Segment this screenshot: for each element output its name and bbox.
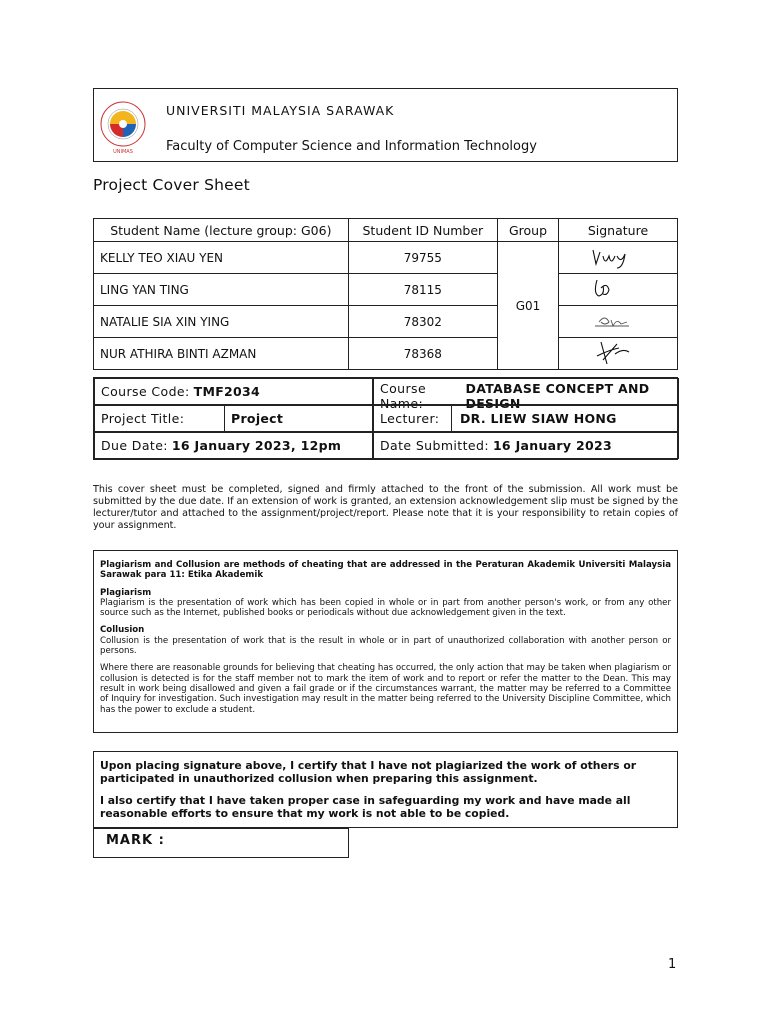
table-row <box>94 338 678 370</box>
table-row <box>94 306 678 338</box>
student-id: 79755 <box>348 242 497 274</box>
lecturer-value: DR. LIEW SIAW HONG <box>460 411 617 426</box>
certification-text-1: Upon placing signature above, I certify that I have not plagiarized the work of others or participated in unauthorized collusion when preparing this assignment. <box>100 759 637 785</box>
student-table <box>93 218 678 370</box>
plagiarism-heading: Plagiarism <box>100 587 152 598</box>
collusion-heading: Collusion <box>100 625 145 636</box>
date-submitted-value: 16 January 2023 <box>492 438 612 453</box>
signature-cell <box>558 338 677 370</box>
svg-text:UNIMAS: UNIMAS <box>113 149 133 155</box>
course-name-label: Course Name: <box>380 381 427 411</box>
student-id: 78115 <box>348 274 497 306</box>
course-info <box>93 377 678 460</box>
mark-box: MARK : <box>93 828 349 858</box>
signature-image <box>559 306 677 334</box>
column-header-id: Student ID Number <box>348 219 497 242</box>
date-submitted-label: Date Submitted: <box>380 438 489 453</box>
action-text: Where there are reasonable grounds for believing that cheating has occurred, the only action that may be taken when plagiarism or collusion is detected is for the staff member not to mark the item of work and to report or refer the matter to the Dean. This may result in work being disallowed and given a fail grade or if the circumstances warrant, the matter may be referred to a Committee of Inquiry for investigation. Such investigation may result in the matter being referred to the University Discipline Committee, which has the power to exclude a student. <box>100 663 671 715</box>
column-header-group: Group <box>498 219 559 242</box>
student-name: NATALIE SIA XIN YING <box>94 306 349 338</box>
signature-image <box>559 242 677 270</box>
course-name-value: DATABASE CONCEPT AND DESIGN <box>465 381 650 411</box>
signature-cell <box>558 306 677 338</box>
plagiarism-text: Plagiarism is the presentation of work which has been copied in whole or in part from another person's work, or from any other source such as the Internet, published books or periodicals without due acknowledgement given in the text. <box>100 597 671 619</box>
lecturer-cell <box>373 405 679 432</box>
page-title: Project Cover Sheet <box>93 176 250 194</box>
certification-box <box>93 751 678 828</box>
column-header-signature: Signature <box>558 219 677 242</box>
due-date-cell <box>94 432 373 459</box>
column-header-name: Student Name (lecture group: G06) <box>94 219 349 242</box>
course-code-cell <box>94 378 373 405</box>
faculty-name: Faculty of Computer Science and Information Technology <box>166 139 537 154</box>
project-title-cell <box>94 405 373 432</box>
signature-image <box>559 274 677 302</box>
table-row <box>94 274 678 306</box>
student-id: 78368 <box>348 338 497 370</box>
due-date-value: 16 January 2023, 12pm <box>171 438 342 453</box>
plagiarism-box <box>93 550 678 733</box>
course-code-value: TMF2034 <box>193 384 261 399</box>
table-row <box>94 242 678 274</box>
student-name: LING YAN TING <box>94 274 349 306</box>
date-submitted-cell <box>373 432 679 459</box>
student-name: KELLY TEO XIAU YEN <box>94 242 349 274</box>
due-date-label: Due Date: <box>101 438 168 453</box>
certification-text-2: I also certify that I have taken proper case in safeguarding my work and have made all reasonable efforts to ensure that my work is not able to be copied. <box>100 794 631 820</box>
collusion-text: Collusion is the presentation of work that is the result in whole or in part of unauthorized collaboration with another person or persons. <box>100 635 671 657</box>
instructions-note: This cover sheet must be completed, signed and firmly attached to the front of the submission. All work must be submitted by the due date. If an extension of work is granted, an extension acknowledgement slip must be signed by the lecturer/tutor and attached to the assignment/project/report. Please note that it is your responsibility to retain copies of your assignment. <box>93 484 678 531</box>
signature-image <box>559 338 677 366</box>
signature-cell <box>558 274 677 306</box>
table-header-row <box>94 219 678 242</box>
project-title-value: Project <box>231 411 284 426</box>
plagiarism-intro: Plagiarism and Collusion are methods of cheating that are addressed in the Peraturan Akademik Universiti Malaysia Sarawak para 11: Etika Akademik <box>100 560 671 581</box>
course-code-label: Course Code: <box>101 384 190 399</box>
university-name: UNIVERSITI MALAYSIA SARAWAK <box>166 103 395 118</box>
student-name: NUR ATHIRA BINTI AZMAN <box>94 338 349 370</box>
lecturer-label: Lecturer: <box>374 406 452 431</box>
project-title-label: Project Title: <box>95 406 225 431</box>
page-number: 1 <box>668 957 677 972</box>
unimas-logo <box>98 97 148 155</box>
course-name-cell <box>373 378 679 411</box>
group-cell: G01 <box>498 242 559 370</box>
student-id: 78302 <box>348 306 497 338</box>
signature-cell <box>558 242 677 274</box>
